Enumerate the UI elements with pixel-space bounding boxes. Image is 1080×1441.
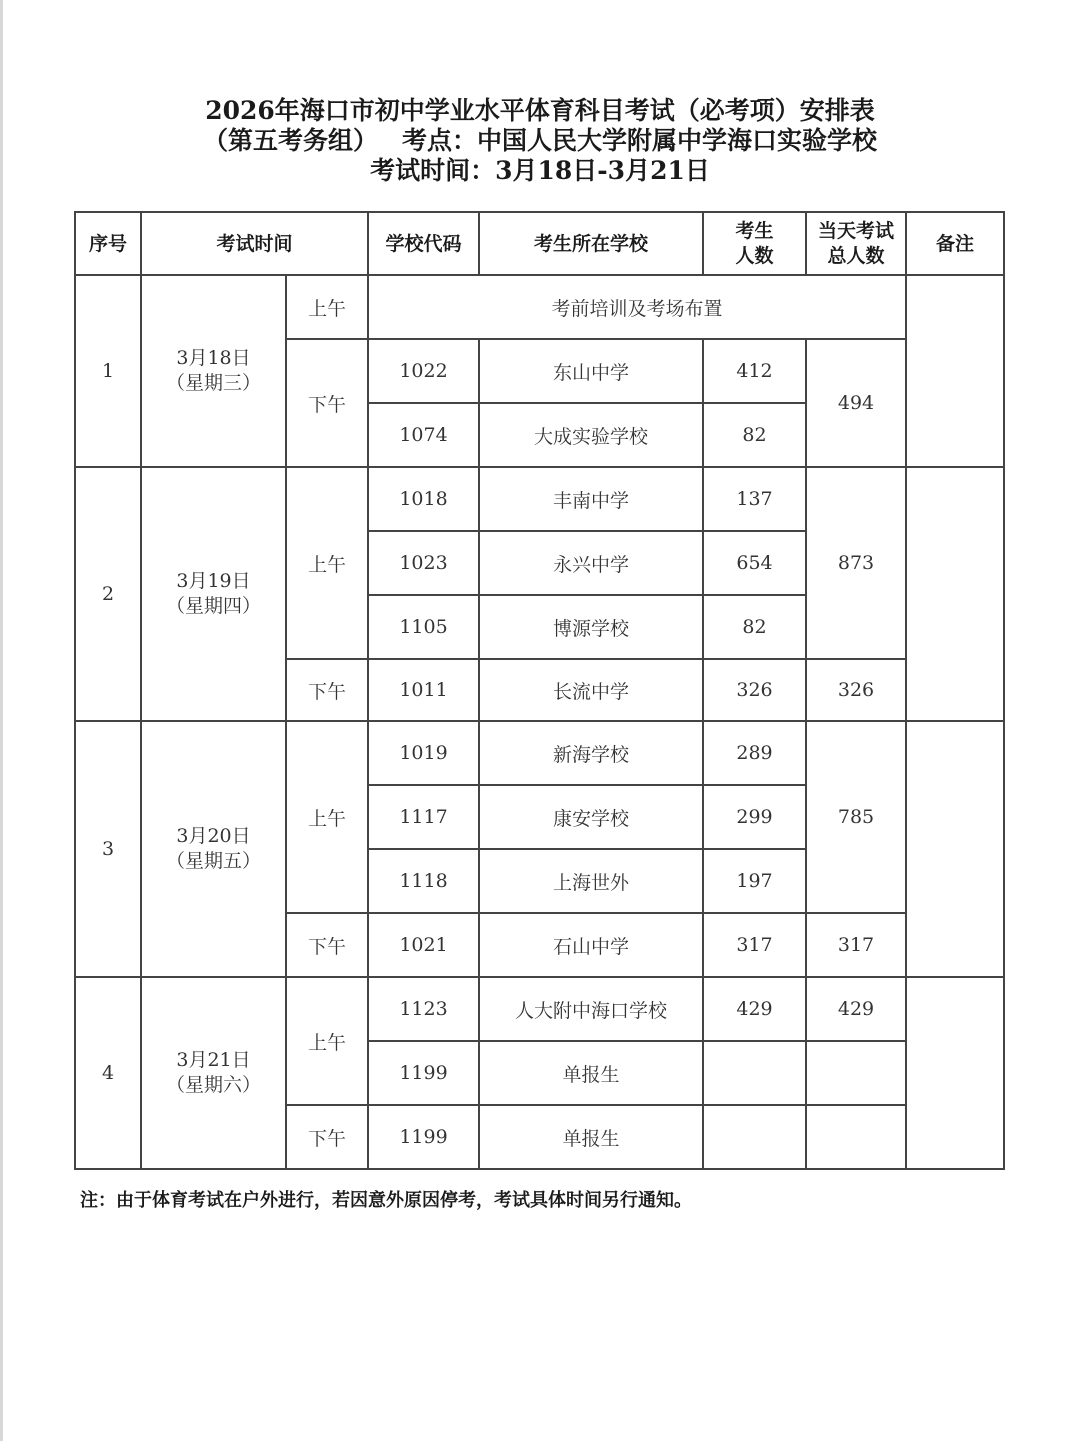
total-cell: 317 [806, 913, 906, 977]
session-cell: 下午 [286, 913, 368, 977]
training-cell: 考前培训及考场布置 [368, 275, 906, 339]
remark-cell [906, 721, 1004, 977]
school-code-cell: 1105 [368, 595, 479, 659]
table-row [75, 721, 1004, 785]
school-cell: 单报生 [479, 1041, 703, 1105]
count-cell: 197 [703, 849, 806, 913]
header-school-code: 学校代码 [368, 212, 479, 275]
header-remark: 备注 [906, 212, 1004, 275]
session-cell: 上午 [286, 977, 368, 1105]
total-cell: 494 [806, 339, 906, 467]
header-student-count: 考生 人数 [703, 212, 806, 275]
school-cell: 博源学校 [479, 595, 703, 659]
school-cell: 人大附中海口学校 [479, 977, 703, 1041]
total-cell [806, 1105, 906, 1169]
seq-cell: 4 [75, 977, 141, 1169]
school-code-cell: 1011 [368, 659, 479, 721]
document-subtitle [0, 126, 1080, 156]
count-cell [703, 1105, 806, 1169]
exam-group: （第五考务组） [202, 126, 378, 155]
total-cell: 326 [806, 659, 906, 721]
school-code-cell: 1021 [368, 913, 479, 977]
session-cell: 上午 [286, 721, 368, 913]
school-cell: 东山中学 [479, 339, 703, 403]
school-cell: 单报生 [479, 1105, 703, 1169]
count-cell: 82 [703, 595, 806, 659]
school-code-cell: 1199 [368, 1041, 479, 1105]
school-cell: 石山中学 [479, 913, 703, 977]
table-row [75, 977, 1004, 1041]
count-cell: 412 [703, 339, 806, 403]
seq-cell: 1 [75, 275, 141, 467]
header-seq: 序号 [75, 212, 141, 275]
school-code-cell: 1022 [368, 339, 479, 403]
session-cell: 上午 [286, 467, 368, 659]
total-cell: 873 [806, 467, 906, 659]
school-cell: 长流中学 [479, 659, 703, 721]
count-cell: 82 [703, 403, 806, 467]
school-code-cell: 1117 [368, 785, 479, 849]
school-code-cell: 1018 [368, 467, 479, 531]
date-cell: 3月19日 （星期四） [141, 467, 286, 721]
total-cell: 785 [806, 721, 906, 913]
school-code-cell: 1118 [368, 849, 479, 913]
table-row [75, 275, 1004, 339]
seq-cell: 2 [75, 467, 141, 721]
date-cell: 3月21日 （星期六） [141, 977, 286, 1169]
school-code-cell: 1199 [368, 1105, 479, 1169]
count-cell: 326 [703, 659, 806, 721]
session-cell: 下午 [286, 1105, 368, 1169]
date-cell: 3月20日 （星期五） [141, 721, 286, 977]
table-row [75, 467, 1004, 531]
header-school: 考生所在学校 [479, 212, 703, 275]
school-code-cell: 1123 [368, 977, 479, 1041]
document-title: 2026年海口市初中学业水平体育科目考试（必考项）安排表 [205, 96, 875, 125]
session-cell: 下午 [286, 339, 368, 467]
exam-site: 考点：中国人民大学附属中学海口实验学校 [402, 126, 878, 155]
header-daily-total: 当天考试 总人数 [806, 212, 906, 275]
header-exam-time: 考试时间 [141, 212, 368, 275]
count-cell [703, 1041, 806, 1105]
count-cell: 654 [703, 531, 806, 595]
table-header-row [75, 212, 1004, 275]
school-cell: 康安学校 [479, 785, 703, 849]
count-cell: 289 [703, 721, 806, 785]
school-cell: 大成实验学校 [479, 403, 703, 467]
page-edge [0, 0, 3, 1441]
seq-cell: 3 [75, 721, 141, 977]
count-cell: 137 [703, 467, 806, 531]
remark-cell [906, 977, 1004, 1169]
school-cell: 永兴中学 [479, 531, 703, 595]
session-cell: 下午 [286, 659, 368, 721]
count-cell: 317 [703, 913, 806, 977]
remark-cell [906, 467, 1004, 721]
school-cell: 丰南中学 [479, 467, 703, 531]
school-cell: 新海学校 [479, 721, 703, 785]
count-cell: 429 [703, 977, 806, 1041]
schedule-table [74, 211, 1005, 1170]
remark-cell [906, 275, 1004, 467]
date-cell: 3月18日 （星期三） [141, 275, 286, 467]
count-cell: 299 [703, 785, 806, 849]
school-cell: 上海世外 [479, 849, 703, 913]
school-code-cell: 1074 [368, 403, 479, 467]
total-cell: 429 [806, 977, 906, 1041]
footer-note: 注：由于体育考试在户外进行，若因意外原因停考，考试具体时间另行通知。 [80, 1190, 692, 1211]
session-cell: 上午 [286, 275, 368, 339]
school-code-cell: 1023 [368, 531, 479, 595]
total-cell [806, 1041, 906, 1105]
school-code-cell: 1019 [368, 721, 479, 785]
exam-period: 考试时间：3月18日-3月21日 [370, 156, 710, 185]
